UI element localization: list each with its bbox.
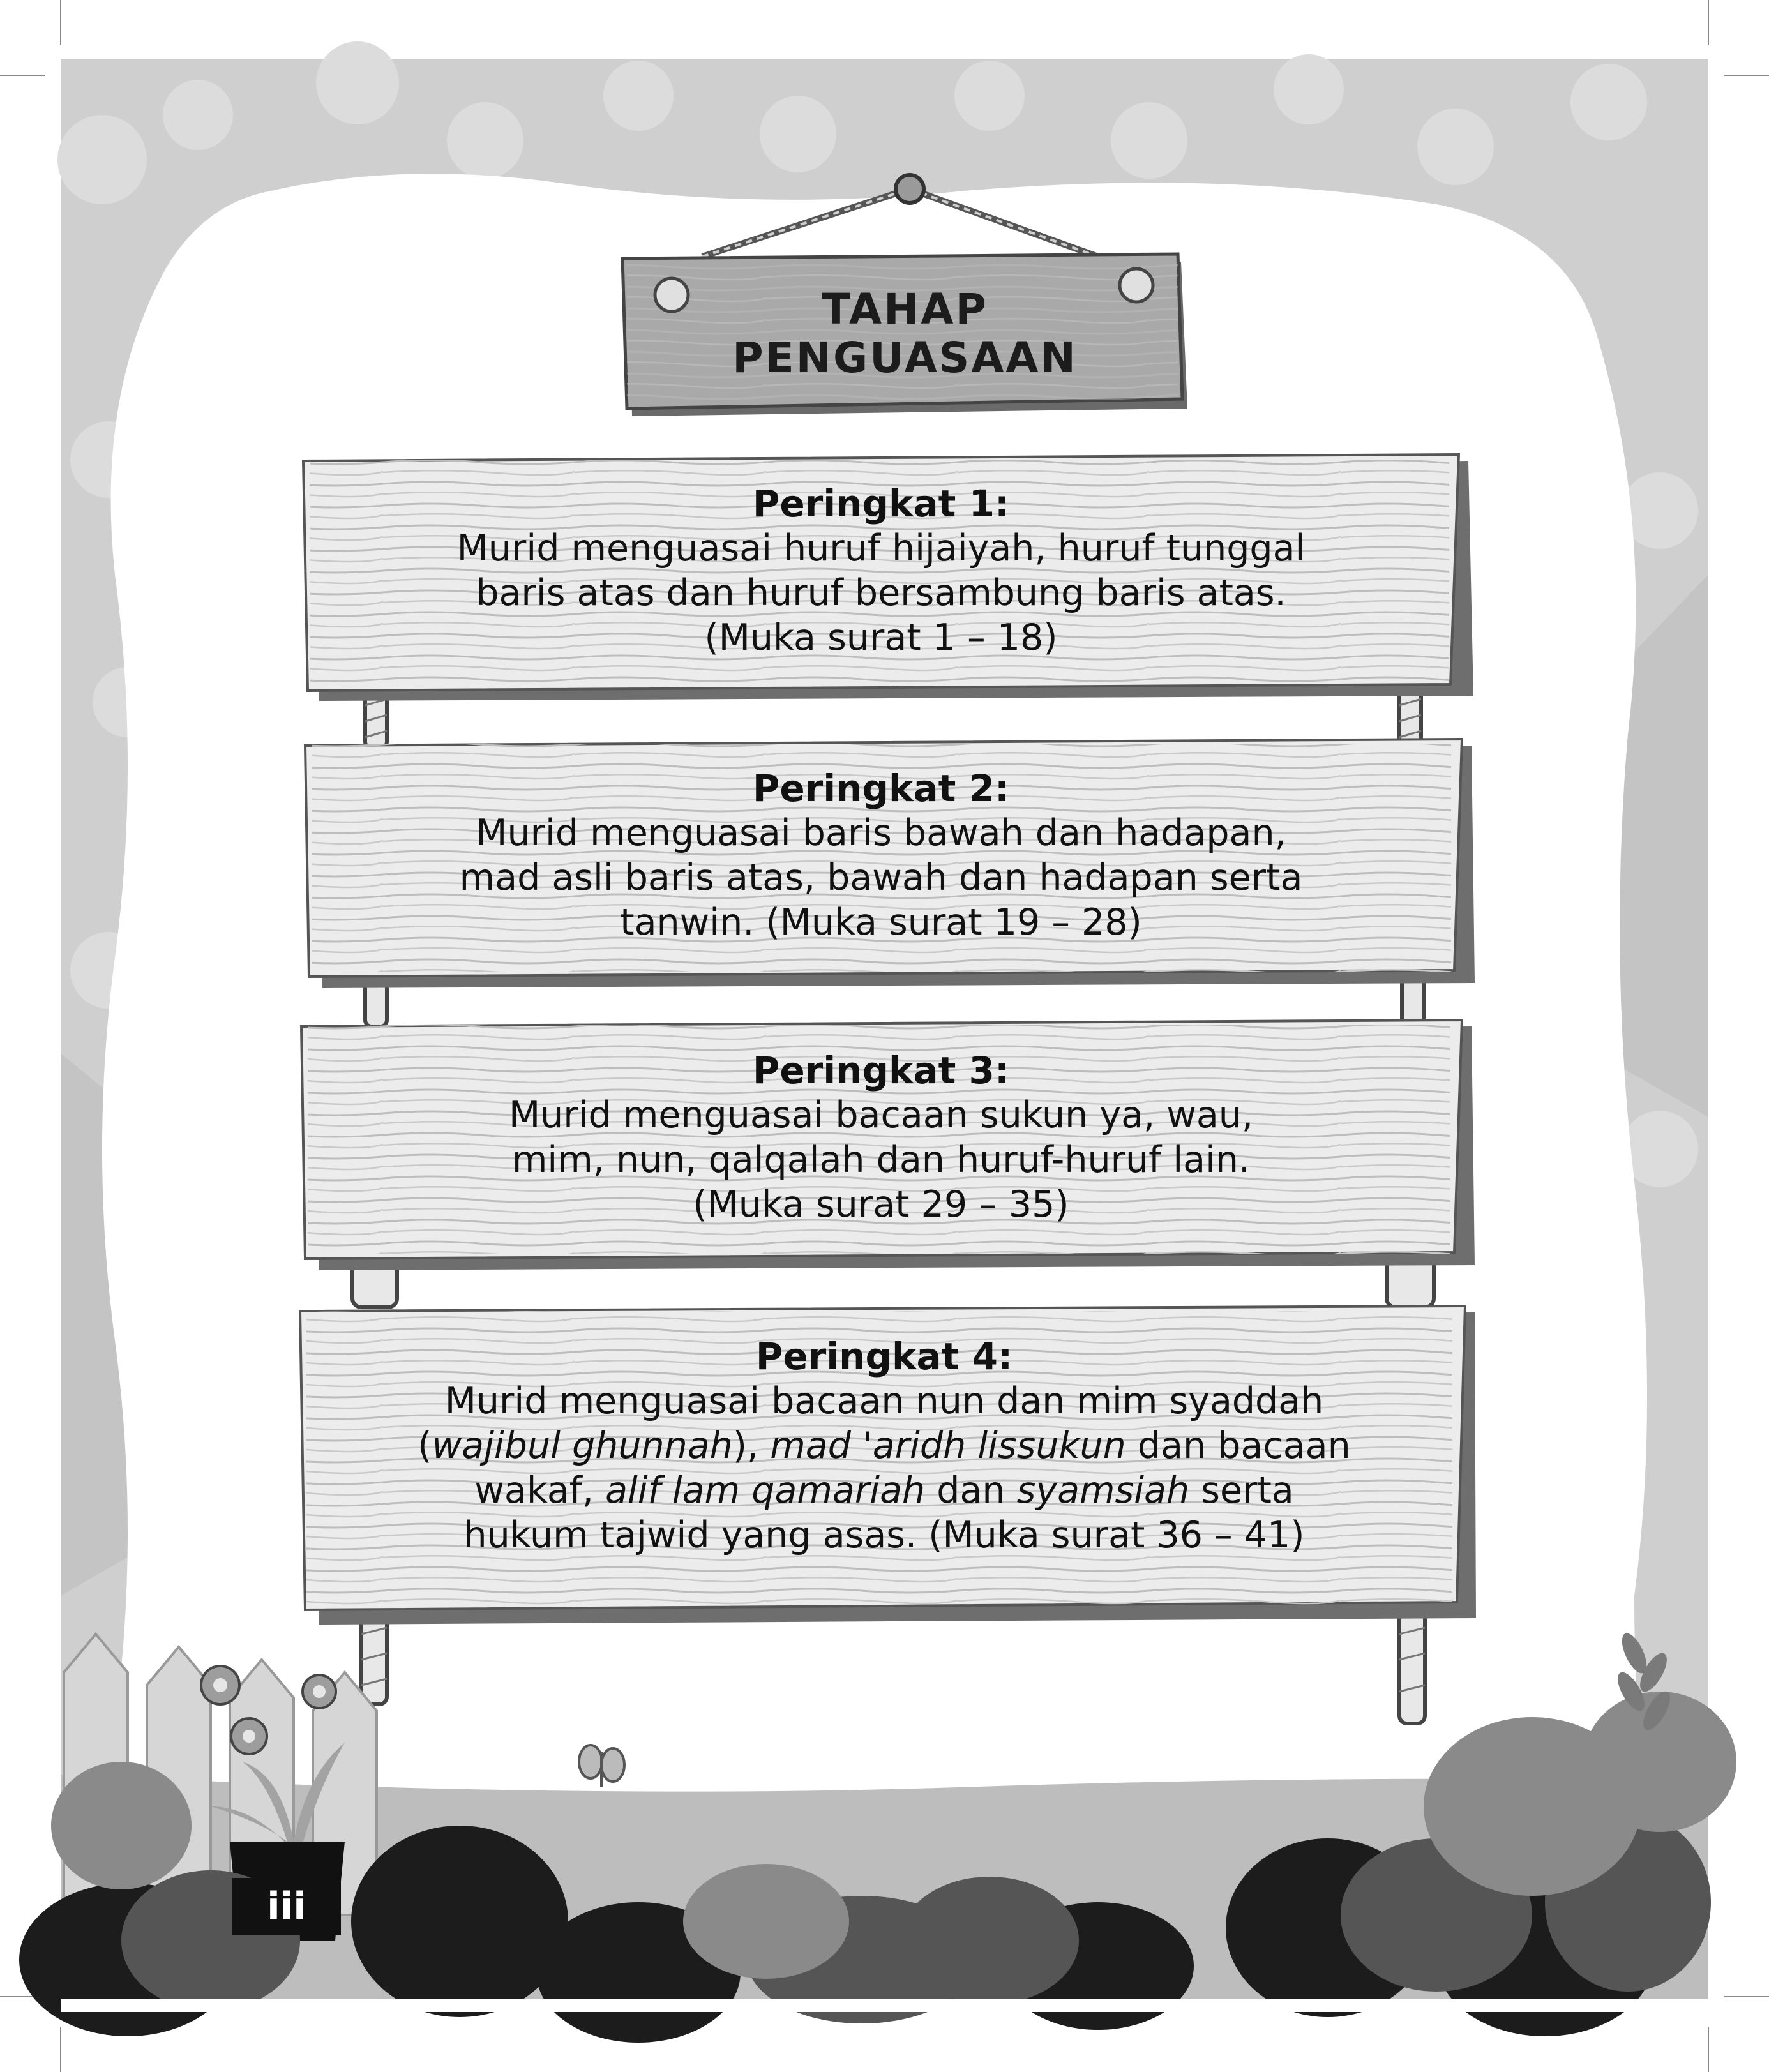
level-1-line: (Muka surat 1 – 18) bbox=[704, 617, 1058, 659]
level-2-line: Murid menguasai baris bawah dan hadapan, bbox=[476, 812, 1286, 854]
level-3-line: Murid menguasai bacaan sukun ya, wau, bbox=[508, 1094, 1254, 1136]
level-1-heading: Peringkat 1: bbox=[752, 482, 1010, 525]
level-4-line: (wajibul ghunnah), mad 'aridh lissukun dan bacaan bbox=[418, 1425, 1351, 1467]
level-2-line: mad asli baris atas, bawah dan hadapan serta bbox=[459, 857, 1303, 899]
level-3-heading: Peringkat 3: bbox=[752, 1049, 1010, 1092]
level-3-line: mim, nun, qalqalah dan huruf-huruf lain. bbox=[511, 1139, 1251, 1181]
level-1-line: Murid menguasai huruf hijaiyah, huruf tunggal bbox=[456, 527, 1306, 569]
level-4-heading: Peringkat 4: bbox=[755, 1335, 1013, 1378]
level-2-heading: Peringkat 2: bbox=[752, 767, 1010, 810]
title-line-2: PENGUASAAN bbox=[732, 333, 1078, 382]
level-1-text bbox=[338, 481, 1424, 660]
level-1-line: baris atas dan huruf bersambung baris atas. bbox=[476, 572, 1286, 614]
level-4-line: wakaf, alif lam qamariah dan syamsiah serta bbox=[474, 1469, 1294, 1512]
level-4-line: hukum tajwid yang asas. (Muka surat 36 – 41) bbox=[463, 1514, 1305, 1556]
level-4-text bbox=[332, 1334, 1436, 1558]
title-line-1: TAHAP bbox=[822, 285, 988, 334]
level-4-line: Murid menguasai bacaan nun dan mim syaddah bbox=[444, 1380, 1324, 1422]
page-title bbox=[622, 254, 1187, 414]
level-2-text bbox=[338, 766, 1424, 945]
level-3-text bbox=[338, 1048, 1424, 1227]
page-number: iii bbox=[267, 1884, 306, 1929]
level-3-line: (Muka surat 29 – 35) bbox=[693, 1183, 1069, 1226]
level-2-line: tanwin. (Muka surat 19 – 28) bbox=[620, 901, 1142, 943]
